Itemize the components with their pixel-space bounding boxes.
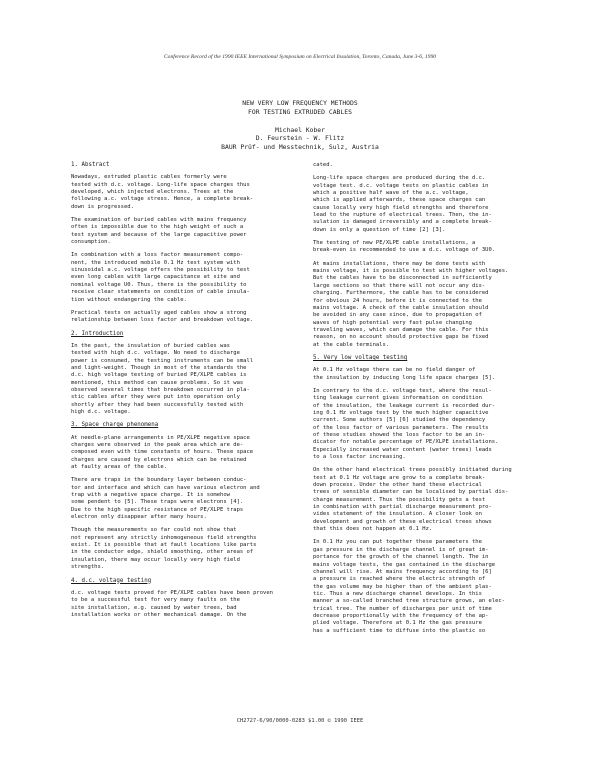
right-column [313, 156, 545, 641]
text-line: There are traps in the boundary layer between conduc- [71, 477, 247, 484]
text-line: decrease proportionally with the frequency of the ap- [313, 612, 489, 619]
text-line: exist. It is possible that at fault locations like parts [71, 542, 257, 549]
text-line: down is progressed. [71, 203, 134, 210]
text-line: charging. Furthermore, the cable has to be considered [313, 290, 489, 297]
abstract-paragraph-4 [71, 310, 303, 325]
text-line: of the loss factor of various parameters. The results [313, 424, 489, 431]
text-line: down is only a question of time [2] [3]. [313, 226, 446, 233]
introduction-heading: 2. Introduction [71, 330, 124, 337]
text-line: mains voltage tests, the gas contained in the discharge [313, 561, 496, 568]
text-line: receive clear statements on condition of cable insula- [71, 289, 250, 296]
text-line: developed, which injected electrons. Trees at the [71, 189, 234, 196]
text-line: manner a so-called branched tree structure grows, an elec- [313, 598, 506, 605]
text-line: tor and interface and which can have various electron and [71, 484, 260, 491]
space-charge-paragraph-3 [71, 527, 303, 571]
text-line: Long-life space charges are produced during the d.c. [313, 175, 486, 182]
text-line: charge measurement. Thus the possibility gets a test [313, 496, 486, 503]
text-line: shortly after they had been successfully tested with [71, 401, 244, 408]
text-line: insulation, there may occur locally very high field [71, 556, 240, 563]
text-line: reason, on no account should protective gaps be fixed [313, 334, 489, 341]
text-line: down process. Under the other hand these electrical [313, 482, 482, 489]
text-line: charges are caused by electrons which can be retained [71, 456, 247, 463]
text-line: In the past, the insulation of buried cables was [71, 342, 230, 349]
text-line: and light-weight. Though in most of the standards the [71, 364, 247, 371]
vlf-paragraph-3 [313, 467, 545, 533]
text-line: But the cables have to be disconnected in sufficiently [313, 275, 492, 282]
dc-testing-paragraph [71, 590, 303, 619]
text-line: The examination of buried cables with mains frequency [71, 217, 247, 224]
text-line: In 0.1 Hz you can put together these parameters the [313, 539, 482, 546]
text-line: lead to the rupture of electrical trees. Then, the in- [313, 212, 492, 219]
text-line: of these studies showed the loss factor to be an in- [313, 432, 486, 438]
text-line: At mains installations, there may be done tests with [313, 260, 486, 267]
space-charge-paragraph-2 [71, 477, 303, 521]
text-line: Due to the high specific resistance of PE/XLPE traps [71, 506, 244, 513]
text-line: nominal voltage U0. Thus, there is the possibility to [71, 281, 247, 288]
text-line: in the conductor edge, shield smoothing, other areas of [71, 549, 254, 556]
text-line: plied voltage. Therefore at 0.1 Hz the gas pressure [313, 620, 482, 627]
text-line: Practical tests on actually aged cables show a strong [71, 309, 247, 316]
vlf-paragraph-2 [313, 388, 545, 461]
text-line: following a.c. voltage stress. Hence, a complete break- [71, 196, 254, 203]
text-line: mentioned, this method can cause problems. So it was [71, 379, 244, 386]
text-line: waves of high potential very fast pulse changing [313, 319, 472, 326]
text-line: Nowadays, extruded plastic cables formerly were [71, 174, 227, 181]
author-2: D. Feurstein - W. Flitz [255, 134, 345, 142]
paper-title-line-2: FOR TESTING EXTRUDED CABLES [248, 108, 352, 116]
affiliation: BAUR Prüf- und Messtechnik, Sulz, Austria [221, 143, 379, 151]
text-line: ting leakage current gives information on condition [313, 395, 482, 402]
text-line: traveling waves, which can damage the cable. For this [313, 326, 489, 333]
text-line: Especially increased water content (water trees) leads [313, 446, 492, 453]
text-line: site installation, e.g. caused by water trees, bad [71, 604, 237, 611]
text-line: dicator for notable percentage of PE/XLPE installations. [313, 439, 499, 446]
text-line: to a loss factor increasing. [313, 454, 406, 461]
text-line: observed several times that breakdown occurred in pla- [71, 386, 250, 393]
text-line: tion without endangering the cable. [71, 296, 187, 303]
text-line: electron only disappear after many hours. [71, 514, 207, 521]
text-line: to be a successful test for very many faults on the [71, 597, 240, 604]
text-line: consumption. [71, 239, 111, 246]
paper-title-line-1: NEW VERY LOW FREQUENCY METHODS [242, 99, 358, 107]
copyright-footer: CH2727-6/90/0000-0283 $1.00 © 1990 IEEE [236, 718, 364, 724]
text-line: sulation is damaged irreversibly and a complete break- [313, 219, 492, 226]
vlf-testing-heading: 5. Very low voltage testing [313, 354, 408, 361]
abstract-paragraph-1 [71, 174, 303, 211]
text-line: some pendent to [5]. These traps were electrons [4]. [71, 499, 244, 506]
space-charge-heading: 3. Space charge phenomena [71, 422, 159, 429]
abstract-heading: 1. Abstract [71, 162, 110, 168]
text-line: test at 0.1 Hz voltage are grow to a complete break- [313, 474, 486, 481]
text-line: trical tree. The number of discharges per unit of time [313, 605, 492, 612]
text-line: test system and because of the large capacitive power [71, 231, 247, 238]
text-line: be avoided in any case since, due to propagation of [313, 312, 482, 319]
abstract-paragraph-2 [71, 217, 303, 246]
text-line: a pressure is reached where the electric strength of [313, 576, 486, 583]
text-line: tested with high d.c. voltage. No need to discharge [71, 350, 240, 357]
abstract-paragraph-3 [71, 252, 303, 303]
text-line: in combination with partial discharge measurement pro- [313, 504, 492, 511]
text-line: nent, the introduced mobile 0.1 Hz test system with [71, 259, 240, 266]
text-line: often is impossible due to the high weight of such a [71, 224, 244, 231]
text-line: ing 0.1 Hz voltage test by the much higher capacitive [313, 409, 489, 416]
text-line: trap with a negative space charge. It is somehow [71, 492, 230, 499]
text-line: At 0.1 Hz voltage there can be no field danger of [313, 367, 476, 374]
text-line: which is applied afterwards, these space charges can [313, 197, 486, 204]
text-line: large sections so that there will not occur any dis- [313, 282, 486, 289]
text-line: relationship between loss factor and breakdown voltage. [71, 317, 254, 324]
text-line: tested with d.c. voltage. Long-life space charges thus [71, 181, 250, 188]
text-line: Though the measurements so far could not show that [71, 527, 237, 534]
text-line: power is consumed, the testing instruments can be small [71, 357, 254, 364]
text-line: that this does not happen at 0.1 Hz. [313, 526, 433, 533]
text-line: the gas volume may be higher than of the ambient plas- [313, 583, 492, 590]
text-line: break-even is recommended to use a d.c. voltage of 3U0. [313, 247, 496, 254]
continued-line: cated. [313, 162, 333, 168]
text-line: installation works or other mechanical damage. On the [71, 611, 247, 618]
text-line: the insulation by inducing long life space charges [5]. [313, 374, 496, 381]
right-paragraph-1 [313, 175, 545, 234]
text-line: even long cables with large capacitance at site and [71, 274, 240, 281]
text-line: portance for the growth of the channel length. The in [313, 554, 489, 561]
text-line: voltage test. d.c. voltage tests on plastic cables in [313, 182, 489, 189]
text-line: charges were observed in the peak area which are de- [71, 442, 244, 448]
text-line: current. Some authors [5] [6] studied the dependency [313, 417, 486, 424]
text-line: which a positive half wave of the a.c. voltage, [313, 190, 469, 197]
text-line: At needle-plane arrangements in PE/XLPE negative space [71, 434, 250, 441]
text-line: channel will rise. At mains frequency according to [6] [313, 568, 492, 575]
text-line: development and growth of these electrical trees shows [313, 518, 492, 525]
text-line: mains voltage. A check of the cable insulation should [313, 304, 489, 311]
text-line: not represent any strictly inhomogeneous field strengths [71, 534, 257, 541]
text-line: In contrary to the d.c. voltage test, where the resul- [313, 387, 492, 394]
text-line: for obvious 24 hours, before it is connected to the [313, 297, 482, 304]
conference-header: Conference Record of the 1990 IEEE International Symposium on Electrical Insulation, Toronto, Canada, June 3-6, 1990 [163, 54, 437, 60]
text-line: composed even with time constants of hours. These space [71, 449, 254, 456]
text-line: The testing of new PE/XLPE cable installations, a [313, 240, 476, 247]
dc-testing-heading: 4. d.c. voltage testing [71, 577, 152, 584]
right-paragraph-2 [313, 240, 545, 255]
text-line: at the cable terminals. [313, 341, 390, 348]
text-line: d.c. voltage tests proved for PE/XLPE cables have been proven [71, 589, 273, 596]
space-charge-paragraph-1 [71, 435, 303, 472]
text-line: strengths. [71, 564, 105, 571]
right-paragraph-3 [313, 261, 545, 349]
text-line: d.c. high voltage testing of buried PE/XLPE cables is [71, 372, 247, 379]
vlf-paragraph-1 [313, 367, 545, 382]
text-line: In combination with a loss factor measurement compo- [71, 252, 244, 259]
text-line: cause locally very high field strengths and therefore [313, 204, 489, 211]
text-line: of the insulation, the leakage current is recorded dur- [313, 402, 496, 409]
text-line: sinusoidal a.c. voltage offers the possibility to test [71, 267, 250, 274]
text-line: stic cables after they were put into operation only [71, 394, 240, 401]
text-line: On the other hand electrical trees possibly initiated during [313, 467, 512, 474]
text-line: at faulty areas of the cable. [71, 464, 168, 471]
text-line: gas pressure in the discharge channel is of great im- [313, 546, 489, 553]
introduction-paragraph [71, 343, 303, 416]
text-line: vides statement of the insulation. A closer look on [313, 511, 482, 518]
text-line: has a sufficient time to diffuse into the plastic so [313, 627, 486, 634]
author-1: Michael Kober [274, 126, 326, 134]
text-line: mains voltage, it is possible to test with higher voltages. [313, 268, 509, 275]
vlf-paragraph-4 [313, 539, 545, 634]
text-line: high d.c. voltage. [71, 408, 131, 415]
left-column [71, 156, 303, 625]
text-line: tic. Thus a new discharge channel develops. In this [313, 590, 482, 597]
text-line: trees of sensible diameter can be localised by partial dis- [313, 489, 509, 496]
